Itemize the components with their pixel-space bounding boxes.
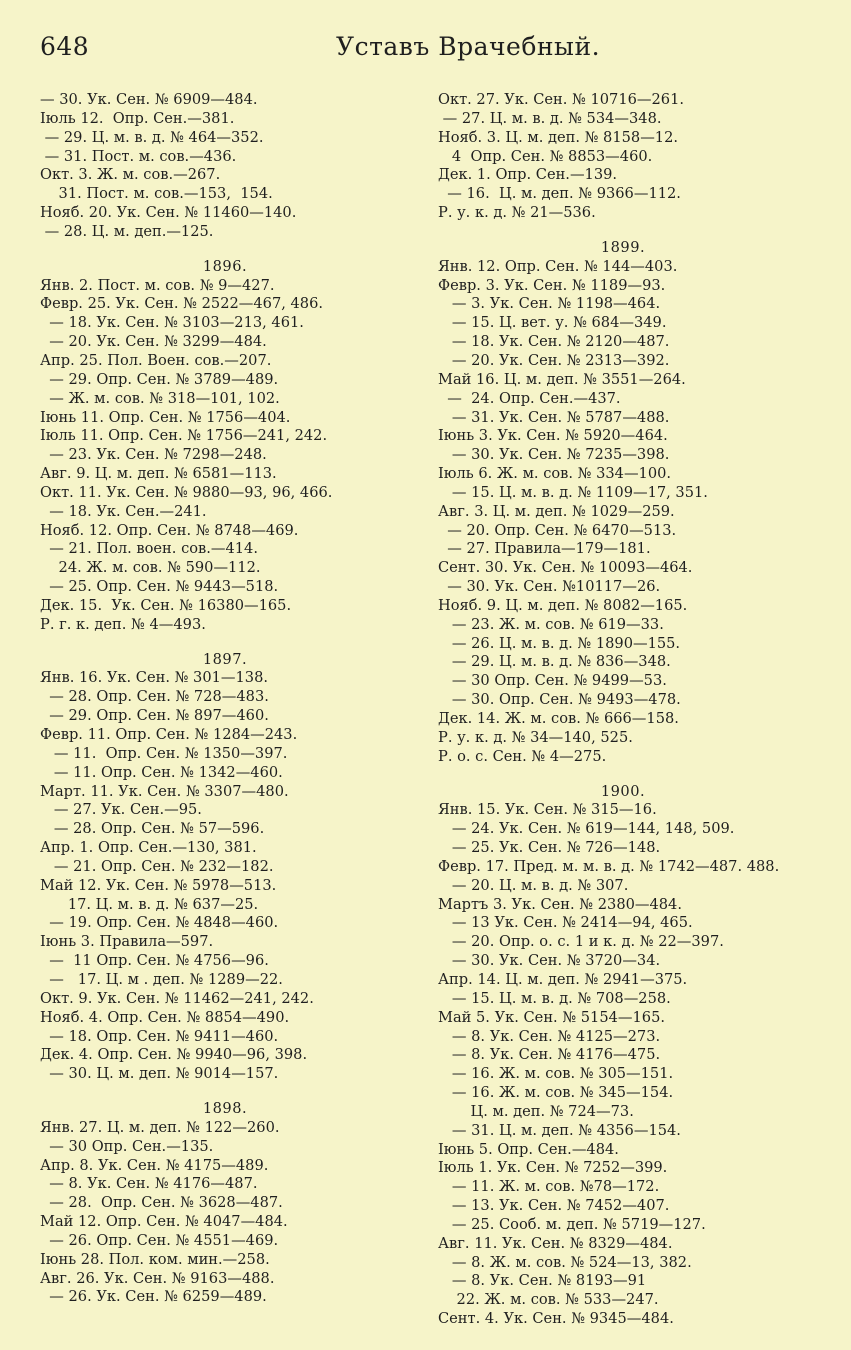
index-entry: — 31. Ук. Сен. № 5787—488. <box>438 408 670 426</box>
index-entry: Р. г. к. деп. № 4—493. <box>40 615 206 633</box>
index-entry: 4 Опр. Сен. № 8853—460. <box>438 147 653 165</box>
index-entry: Нояб. 20. Ук. Сен. № 11460—140. <box>40 204 297 222</box>
index-entry: — 13. Ук. Сен. № 7452—407. <box>438 1197 670 1215</box>
index-entry: 17. Ц. м. в. д. № 637—25. <box>40 895 259 913</box>
index-entry: Авг. 11. Ук. Сен. № 8329—484. <box>438 1234 673 1252</box>
index-entry: — 20. Ук. Сен. № 2313—392. <box>438 351 670 369</box>
index-entry: — 30 Опр. Сен. № 9499—53. <box>438 672 667 690</box>
index-entry: — 17. Ц. м . деп. № 1289—22. <box>40 970 283 988</box>
index-entry: — 29. Опр. Сен. № 897—460. <box>40 707 269 725</box>
index-entry: — 11. Ж. м. сов. №78—172. <box>438 1178 660 1196</box>
index-entry: — 11 Опр. Сен. № 4756—96. <box>40 952 269 970</box>
index-entry: — 15. Ц. м. в. д. № 1109—17, 351. <box>438 483 708 501</box>
index-entry: — 30. Ук. Сен. № 3720—34. <box>438 952 661 970</box>
index-entry: Авг. 9. Ц. м. деп. № 6581—113. <box>40 465 277 483</box>
index-entry: — 28. Опр. Сен. № 728—483. <box>40 688 269 706</box>
index-entry: — 23. Ук. Сен. № 7298—248. <box>40 446 267 464</box>
index-entry: Окт. 3. Ж. м. сов.—267. <box>40 166 221 184</box>
index-entry: Нояб. 3. Ц. м. деп. № 8158—12. <box>438 128 678 146</box>
index-entry: — 25. Сооб. м. деп. № 5719—127. <box>438 1215 706 1233</box>
index-entry: — 20. Ц. м. в. д. № 307. <box>438 876 629 894</box>
index-entry: — 16. Ц. м. деп. № 9366—112. <box>438 185 681 203</box>
index-entry: — 24. Опр. Сен.—437. <box>438 389 621 407</box>
index-entry: — 26. Ук. Сен. № 6259—489. <box>40 1288 267 1306</box>
index-entry: Іюль 11. Опр. Сен. № 1756—241, 242. <box>40 427 328 445</box>
index-entry: Мартъ 3. Ук. Сен. № 2380—484. <box>438 895 682 913</box>
index-entry: — 11. Опр. Сен. № 1350—397. <box>40 744 288 762</box>
year-heading: 1897. <box>202 650 248 668</box>
index-entry: Дек. 4. Опр. Сен. № 9940—96, 398. <box>40 1046 308 1064</box>
index-entry: — 23. Ж. м. сов. № 619—33. <box>438 615 664 633</box>
index-entry: — 15. Ц. вет. у. № 684—349. <box>438 314 667 332</box>
index-entry: — 30. Ук. Сен. № 7235—398. <box>438 446 670 464</box>
index-entry: Дек. 14. Ж. м. сов. № 666—158. <box>438 710 679 727</box>
index-entry: Апр. 1. Опр. Сен.—130, 381. <box>40 839 257 857</box>
left-column <box>40 91 420 1307</box>
index-entry: Авг. 3. Ц. м. деп. № 1029—259. <box>438 502 675 520</box>
index-entry: Янв. 2. Пост. м. сов. № 9—427. <box>40 276 275 294</box>
index-entry: — 24. Ук. Сен. № 619—144, 148, 509. <box>438 820 735 838</box>
index-entry: — 30. Опр. Сен. № 9493—478. <box>438 691 681 709</box>
index-entry: — 30. Ц. м. деп. № 9014—157. <box>40 1065 279 1083</box>
index-entry: Нояб. 9. Ц. м. деп. № 8082—165. <box>438 596 688 614</box>
index-entry: — 18. Ук. Сен. № 3103—213, 461. <box>40 314 304 332</box>
index-entry: — 21. Опр. Сен. № 232—182. <box>40 857 274 875</box>
index-entry: — 8. Ук. Сен. № 4125—273. <box>438 1027 661 1045</box>
year-heading: 1898. <box>202 1100 248 1118</box>
index-entry: Р. о. с. Сен. № 4—275. <box>438 747 607 765</box>
index-entry: Окт. 11. Ук. Сен. № 9880—93, 96, 466. <box>40 483 333 501</box>
index-entry: Сент. 30. Ук. Сен. № 10093—464. <box>438 559 693 577</box>
index-entry: — 20. Опр. о. с. 1 и к. д. № 22—397. <box>438 933 724 951</box>
index-entry: — 28. Опр. Сен. № 57—596. <box>40 820 265 838</box>
index-entry: Сент. 4. Ук. Сен. № 9345—484. <box>438 1310 674 1328</box>
index-entry: — 28. Ц. м. деп.—125. <box>40 222 214 240</box>
index-entry: — 15. Ц. м. в. д. № 708—258. <box>438 989 671 1007</box>
index-entry: — 3. Ук. Сен. № 1198—464. <box>438 295 661 313</box>
index-entry: — Ж. м. сов. № 318—101, 102. <box>40 389 280 407</box>
index-entry: — 8. Ук. Сен. № 4176—475. <box>438 1046 661 1064</box>
index-entry: Іюнь 5. Опр. Сен.—484. <box>438 1140 619 1158</box>
index-entry: — 30. Ук. Сен. № 6909—484. <box>40 91 258 108</box>
index-entry: — 27. Ук. Сен.—95. <box>40 801 202 819</box>
index-entry: Янв. 27. Ц. м. деп. № 122—260. <box>40 1118 280 1136</box>
index-entry: Февр. 25. Ук. Сен. № 2522—467, 486. <box>40 295 323 313</box>
index-entry: Іюнь 3. Ук. Сен. № 5920—464. <box>438 427 668 445</box>
index-entry: Іюль 6. Ж. м. сов. № 334—100. <box>438 465 672 483</box>
index-entry: Февр. 3. Ук. Сен. № 1189—93. <box>438 276 666 294</box>
index-entry: 24. Ж. м. сов. № 590—112. <box>40 559 261 577</box>
index-entry: — 25. Опр. Сен. № 9443—518. <box>40 578 279 596</box>
index-entry: Февр. 11. Опр. Сен. № 1284—243. <box>40 726 298 743</box>
index-entry: — 16. Ж. м. сов. № 345—154. <box>438 1084 674 1102</box>
index-entry: — 26. Ц. м. в. д. № 1890—155. <box>438 634 681 652</box>
right-column <box>438 91 843 1329</box>
index-entry: Янв. 12. Опр. Сен. № 144—403. <box>438 257 678 275</box>
index-entry: Май 12. Опр. Сен. № 4047—484. <box>40 1213 288 1231</box>
index-entry: Нояб. 12. Опр. Сен. № 8748—469. <box>40 521 299 539</box>
index-entry: Май 5. Ук. Сен. № 5154—165. <box>438 1008 666 1026</box>
index-entry: — 27. Правила—179—181. <box>438 540 651 558</box>
index-entry: — 18. Опр. Сен. № 9411—460. <box>40 1027 279 1045</box>
index-entry: Дек. 1. Опр. Сен.—139. <box>438 166 618 184</box>
index-entry: Май 16. Ц. м. деп. № 3551—264. <box>438 370 686 388</box>
index-entry: — 8. Ж. м. сов. № 524—13, 382. <box>438 1253 692 1271</box>
index-entry: Апр. 8. Ук. Сен. № 4175—489. <box>40 1156 269 1174</box>
index-entry: Іюль 1. Ук. Сен. № 7252—399. <box>438 1159 668 1177</box>
index-entry: — 30. Ук. Сен. №10117—26. <box>438 578 661 596</box>
index-entry: Окт. 27. Ук. Сен. № 10716—261. <box>438 91 684 108</box>
index-entry: Іюнь 3. Правила—597. <box>40 933 214 951</box>
index-entry: — 31. Пост. м. сов.—436. <box>40 147 237 165</box>
index-entry: Р. у. к. д. № 21—536. <box>438 204 596 222</box>
index-entry: — 26. Опр. Сен. № 4551—469. <box>40 1231 279 1249</box>
index-entry: — 20. Опр. Сен. № 6470—513. <box>438 521 677 539</box>
index-entry: — 19. Опр. Сен. № 4848—460. <box>40 914 279 932</box>
index-entry: — 8. Ук. Сен. № 4176—487. <box>40 1175 258 1193</box>
index-entry: Окт. 9. Ук. Сен. № 11462—241, 242. <box>40 989 314 1007</box>
index-entry: — 13 Ук. Сен. № 2414—94, 465. <box>438 914 693 932</box>
index-entry: — 29. Ц. м. в. д. № 464—352. <box>40 128 264 146</box>
year-heading: 1900. <box>600 782 646 800</box>
index-entry: Февр. 17. Пред. м. м. в. д. № 1742—487. 488. <box>438 857 780 875</box>
index-entry: 31. Пост. м. сов.—153, 154. <box>40 185 273 203</box>
index-entry: Іюнь 11. Опр. Сен. № 1756—404. <box>40 408 291 426</box>
index-entry: Іюль 12. Опр. Сен.—381. <box>40 109 235 127</box>
index-entry: — 21. Пол. воен. сов.—414. <box>40 540 258 558</box>
index-entry: Р. у. к. д. № 34—140, 525. <box>438 728 633 746</box>
page-number: 648 <box>40 32 90 61</box>
index-entry: — 30 Опр. Сен.—135. <box>40 1137 214 1155</box>
index-entry: Май 12. Ук. Сен. № 5978—513. <box>40 876 277 894</box>
index-entry: — 27. Ц. м. в. д. № 534—348. <box>438 109 662 127</box>
index-entry: — 25. Ук. Сен. № 726—148. <box>438 839 661 857</box>
index-entry: Март. 11. Ук. Сен. № 3307—480. <box>40 782 289 800</box>
index-entry: Дек. 15. Ук. Сен. № 16380—165. <box>40 596 292 614</box>
index-entry: — 31. Ц. м. деп. № 4356—154. <box>438 1121 681 1139</box>
index-entry: — 28. Опр. Сен. № 3628—487. <box>40 1194 283 1212</box>
index-entry: Іюнь 28. Пол. ком. мин.—258. <box>40 1250 270 1268</box>
index-entry: — 18. Ук. Сен.—241. <box>40 502 207 520</box>
index-entry: Нояб. 4. Опр. Сен. № 8854—490. <box>40 1008 290 1026</box>
index-entry: — 11. Опр. Сен. № 1342—460. <box>40 763 283 781</box>
index-entry: 22. Ж. м. сов. № 533—247. <box>438 1291 659 1309</box>
index-entry: Ц. м. деп. № 724—73. <box>438 1102 634 1120</box>
index-entry: — 16. Ж. м. сов. № 305—151. <box>438 1065 674 1083</box>
index-entry: — 18. Ук. Сен. № 2120—487. <box>438 333 670 351</box>
year-heading: 1896. <box>202 257 248 275</box>
year-heading: 1899. <box>600 238 646 256</box>
running-title: Уставъ Врачебный. <box>336 32 601 61</box>
index-entry: — 8. Ук. Сен. № 8193—91 <box>438 1272 647 1290</box>
index-entry: Янв. 16. Ук. Сен. № 301—138. <box>40 669 268 687</box>
index-entry: — 20. Ук. Сен. № 3299—484. <box>40 333 267 351</box>
index-entry: — 29. Опр. Сен. № 3789—489. <box>40 370 279 388</box>
index-entry: Апр. 25. Пол. Воен. сов.—207. <box>40 351 272 369</box>
index-entry: Янв. 15. Ук. Сен. № 315—16. <box>438 801 657 819</box>
index-entry: Авг. 26. Ук. Сен. № 9163—488. <box>40 1269 275 1287</box>
index-entry: Апр. 14. Ц. м. деп. № 2941—375. <box>438 970 688 988</box>
index-entry: — 29. Ц. м. в. д. № 836—348. <box>438 653 671 671</box>
